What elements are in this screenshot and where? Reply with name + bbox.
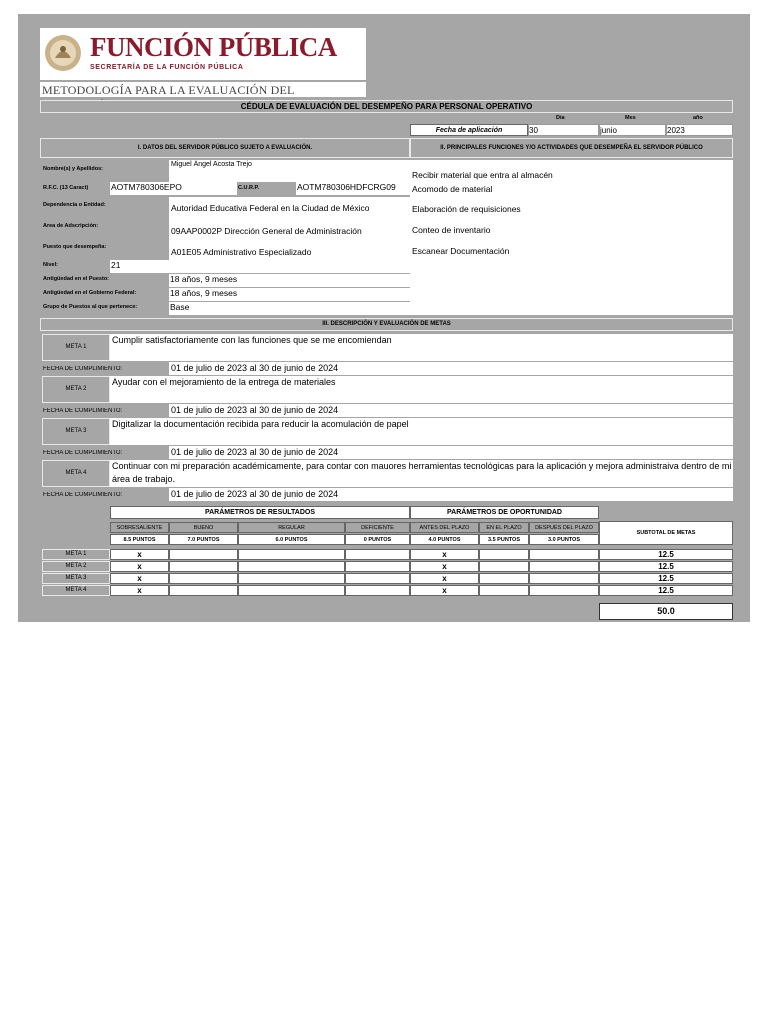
score-row-label: META 3: [42, 573, 110, 584]
seniority-government-label: Antigüedad en el Gobierno Federal:: [43, 290, 137, 296]
points-regular: 6.0 PUNTOS: [238, 534, 345, 545]
score-subtotal: 12.5: [599, 573, 733, 584]
points-good: 7.0 PUNTOS: [169, 534, 238, 545]
goal-2-label: META 2: [42, 376, 110, 403]
name-label: Nombre(s) y Apellidos:: [43, 166, 103, 172]
curp-value: AOTM780306HDFCRG09: [296, 182, 410, 195]
score-cell-empty: [238, 573, 345, 584]
function-2: Acomodo de material: [410, 182, 733, 197]
seniority-position-value: 18 años, 9 meses: [169, 274, 410, 287]
form-title: CÉDULA DE EVALUACIÓN DEL DESEMPEÑO PARA PERSONAL OPERATIVO: [40, 100, 733, 113]
function-4: Conteo de inventario: [410, 218, 733, 239]
subtotal-label: SUBTOTAL DE METAS: [599, 521, 733, 545]
score-row-label: META 1: [42, 549, 110, 560]
score-cell-empty: [345, 549, 410, 560]
brand-subtitle: SECRETARÍA DE LA FUNCIÓN PÚBLICA: [90, 64, 244, 71]
goal-2-date: 01 de julio de 2023 al 30 de junio de 2024: [169, 404, 733, 417]
position-group-label: Grupo de Puestos al que pertenece:: [43, 304, 138, 310]
score-subtotal: 12.5: [599, 549, 733, 560]
dependency-label: Dependencia o Entidad:: [43, 202, 106, 208]
date-day: 30: [528, 124, 599, 136]
goal-2-description: Ayudar con el mejoramiento de la entrega de materiales: [110, 376, 733, 403]
score-mark-opportunity: x: [410, 585, 479, 596]
score-mark-result: x: [110, 549, 169, 560]
name-value: Miguel Ángel Acosta Trejo: [169, 160, 410, 182]
score-cell-empty: [345, 561, 410, 572]
position-group-value: Base: [169, 302, 410, 315]
score-mark-result: x: [110, 561, 169, 572]
goal-3-description: Digitalizar la documentación recibida para reducir la acomulación de papel: [110, 418, 733, 445]
points-after-deadline: 3.0 PUNTOS: [529, 534, 599, 545]
section3-title: III. DESCRIPCIÓN Y EVALUACIÓN DE METAS: [40, 318, 733, 331]
score-mark-opportunity: x: [410, 549, 479, 560]
goal-1-label: META 1: [42, 334, 110, 361]
date-label: Fecha de aplicación: [410, 124, 528, 136]
function-5: Escanear Documentación: [410, 239, 733, 260]
score-row-label: META 2: [42, 561, 110, 572]
seniority-government-value: 18 años, 9 meses: [169, 288, 410, 301]
score-cell-empty: [238, 585, 345, 596]
score-mark-opportunity: x: [410, 561, 479, 572]
brand-title: FUNCIÓN PÚBLICA: [90, 32, 337, 62]
col-good: BUENO: [169, 522, 238, 533]
col-regular: REGULAR: [238, 522, 345, 533]
date-month: junio: [599, 124, 666, 136]
dependency-value: Autoridad Educativa Federal en la Ciudad de México: [169, 197, 410, 218]
position-label: Puesto que desempeña:: [43, 244, 107, 250]
points-outstanding: 8.5 PUNTOS: [110, 534, 169, 545]
goal-1-date: 01 de julio de 2023 al 30 de junio de 2024: [169, 362, 733, 375]
score-row-label: META 4: [42, 585, 110, 596]
logo-banner: [40, 28, 366, 80]
score-cell-empty: [479, 585, 529, 596]
goal-1-description: Cumplir satisfactoriamente con las funciones que se me encomiendan: [110, 334, 733, 361]
area-value: 09AAP0002P Dirección General de Administración: [169, 218, 410, 239]
position-value: A01E05 Administrativo Especializado: [169, 239, 410, 260]
goal-2-date-label: FECHA DE CUMPLIMIENTO:: [43, 408, 123, 414]
day-label: Día: [556, 115, 565, 121]
opportunity-params-title: PARÁMETROS DE OPORTUNIDAD: [410, 506, 599, 519]
score-cell-empty: [238, 561, 345, 572]
goal-3-date-label: FECHA DE CUMPLIMIENTO:: [43, 450, 123, 456]
score-mark-result: x: [110, 585, 169, 596]
function-empty-rows: [410, 260, 733, 315]
level-label: Nivel:: [43, 262, 58, 268]
goal-4-description: Continuar con mi preparación académicamente, para contar con mauores herramientas tecnológicas para la aplicación y mejora administraiva dentro de mi área de trabajo.: [110, 460, 733, 487]
score-cell-empty: [529, 585, 599, 596]
goal-4-date-label: FECHA DE CUMPLIMIENTO:: [43, 492, 123, 498]
score-cell-empty: [169, 561, 238, 572]
score-cell-empty: [479, 573, 529, 584]
score-mark-opportunity: x: [410, 573, 479, 584]
score-subtotal: 12.5: [599, 561, 733, 572]
score-subtotal: 12.5: [599, 585, 733, 596]
score-cell-empty: [529, 549, 599, 560]
points-before-deadline: 4.0 PUNTOS: [410, 534, 479, 545]
col-on-deadline: EN EL PLAZO: [479, 522, 529, 533]
goal-4-date: 01 de julio de 2023 al 30 de junio de 2024: [169, 488, 733, 501]
points-deficient: 0 PUNTOS: [345, 534, 410, 545]
date-year: 2023: [666, 124, 733, 136]
score-cell-empty: [169, 573, 238, 584]
points-on-deadline: 3.5 PUNTOS: [479, 534, 529, 545]
score-cell-empty: [345, 585, 410, 596]
year-label: año: [693, 115, 703, 121]
area-label: Área de Adscripción:: [43, 223, 99, 229]
score-cell-empty: [169, 585, 238, 596]
section2-title: II. PRINCIPALES FUNCIONES Y/O ACTIVIDADES QUE DESEMPEÑA EL SERVIDOR PÚBLICO: [410, 138, 733, 158]
score-cell-empty: [345, 573, 410, 584]
section1-title: I. DATOS DEL SERVIDOR PÚBLICO SUJETO A EVALUACIÓN.: [40, 138, 410, 158]
goal-3-date: 01 de julio de 2023 al 30 de junio de 2024: [169, 446, 733, 459]
score-cell-empty: [238, 549, 345, 560]
goal-3-label: META 3: [42, 418, 110, 445]
seniority-position-label: Antigüedad en el Puesto:: [43, 276, 110, 282]
function-3: Elaboración de requisiciones: [410, 197, 733, 218]
col-deficient: DEFICIENTE: [345, 522, 410, 533]
rfc-label: R.F.C. (13 Caract): [43, 185, 89, 191]
score-cell-empty: [479, 561, 529, 572]
national-seal-icon: [44, 34, 82, 72]
total-score: 50.0: [599, 603, 733, 620]
month-label: Mes: [625, 115, 636, 121]
score-cell-empty: [479, 549, 529, 560]
curp-label: C.U.R.P.: [238, 185, 259, 191]
score-cell-empty: [169, 549, 238, 560]
score-cell-empty: [529, 561, 599, 572]
score-mark-result: x: [110, 573, 169, 584]
results-params-title: PARÁMETROS DE RESULTADOS: [110, 506, 410, 519]
methodology-title: METODOLOGÍA PARA LA EVALUACIÓN DEL: [40, 82, 366, 97]
score-cell-empty: [529, 573, 599, 584]
goal-1-date-label: FECHA DE CUMPLIMIENTO:: [43, 366, 123, 372]
rfc-value: AOTM780306EPO: [110, 182, 237, 195]
col-before-deadline: ANTES DEL PLAZO: [410, 522, 479, 533]
col-outstanding: SOBRESALIENTE: [110, 522, 169, 533]
goal-4-label: META 4: [42, 460, 110, 487]
function-1: Recibir material que entra al almacén: [410, 160, 733, 182]
col-after-deadline: DESPUÉS DEL PLAZO: [529, 522, 599, 533]
level-value: 21: [110, 260, 410, 273]
